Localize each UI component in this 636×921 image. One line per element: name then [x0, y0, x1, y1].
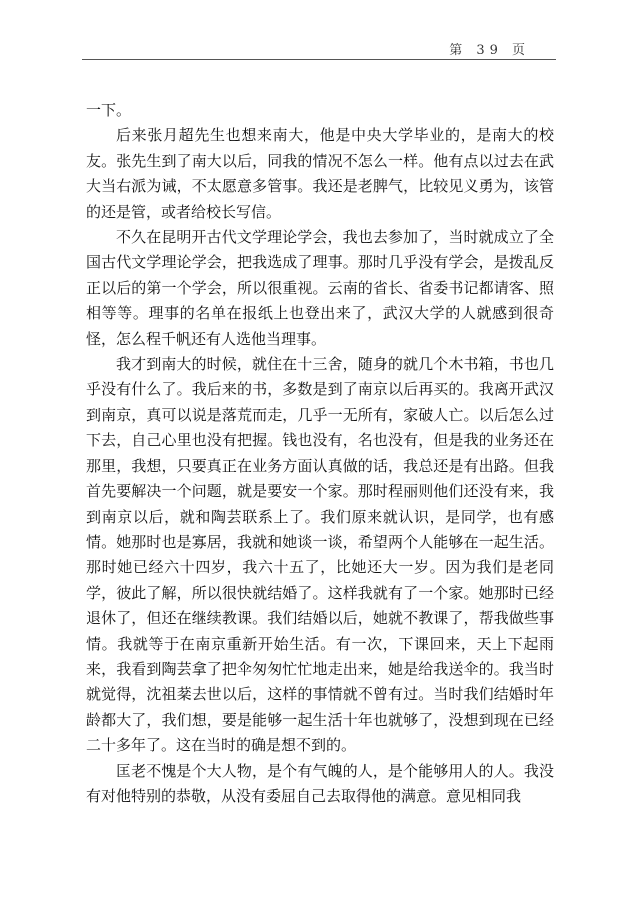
- paragraph: 我才到南大的时候，就住在十三舍，随身的就几个木书箱，书也几乎没有什么了。我后来的书，多数是到了南京以后再买的。我离开武汉到南京，真可以说是落荒而走，几乎一无所有，家破人亡。以后怎么过下去，自己心里也没有把握。钱也没有，名也没有，但是我的业务还在那里，我想，只要真正在业务方面认真做的话，我总还是有出路。但我首先要解决一个问题，就是要安一个家。那时程丽则他们还没有来，我到南京以后，就和陶芸联系上了。我们原来就认识，是同学，也有感情。她那时也是寡居，我就和她谈一谈，希望两个人能够在一起生活。那时她已经六十四岁，我六十五了，比她还大一岁。因为我们是老同学，彼此了解，所以很快就结婚了。这样我就有了一个家。她那时已经退休了，但还在继续教课。我们结婚以后，她就不教课了，帮我做些事情。我就等于在南京重新开始生活。有一次，下课回来，天上下起雨来，我看到陶芸拿了把伞匆匆忙忙地走出来，她是给我送伞的。我当时就觉得，沈祖棻去世以后，这样的事情就不曾有过。当时我们结婚时年龄都大了，我们想，要是能够一起生活十年也就够了，没想到现在已经二十多年了。这在当时的确是想不到的。: [86, 355, 554, 755]
- paragraph-continuation: 一下。: [86, 101, 132, 119]
- page-number: 第 39 页: [449, 43, 530, 58]
- paragraph: 匡老不愧是个大人物，是个有气魄的人，是个能够用人的人。我没有对他特别的恭敬，从没有委屈自己去取得他的满意。意见相同我: [86, 761, 554, 805]
- page-header: [82, 37, 556, 60]
- paragraph: 后来张月超先生也想来南大，他是中央大学毕业的，是南大的校友。张先生到了南大以后，同我的情况不怎么一样。他有点以过去在武大当右派为诫，不太愿意多管事。我还是老脾气，比较见义勇为，该管的还是管，或者给校长写信。: [86, 126, 554, 221]
- document-body: [86, 98, 554, 809]
- paragraph: 不久在昆明开古代文学理论学会，我也去参加了，当时就成立了全国古代文学理论学会，把我选成了理事。那时几乎没有学会，是拨乱反正以后的第一个学会，所以很重视。云南的省长、省委书记都请客、照相等等。理事的名单在报纸上也登出来了，武汉大学的人就感到很奇怪，怎么程千帆还有人选他当理事。: [86, 228, 554, 348]
